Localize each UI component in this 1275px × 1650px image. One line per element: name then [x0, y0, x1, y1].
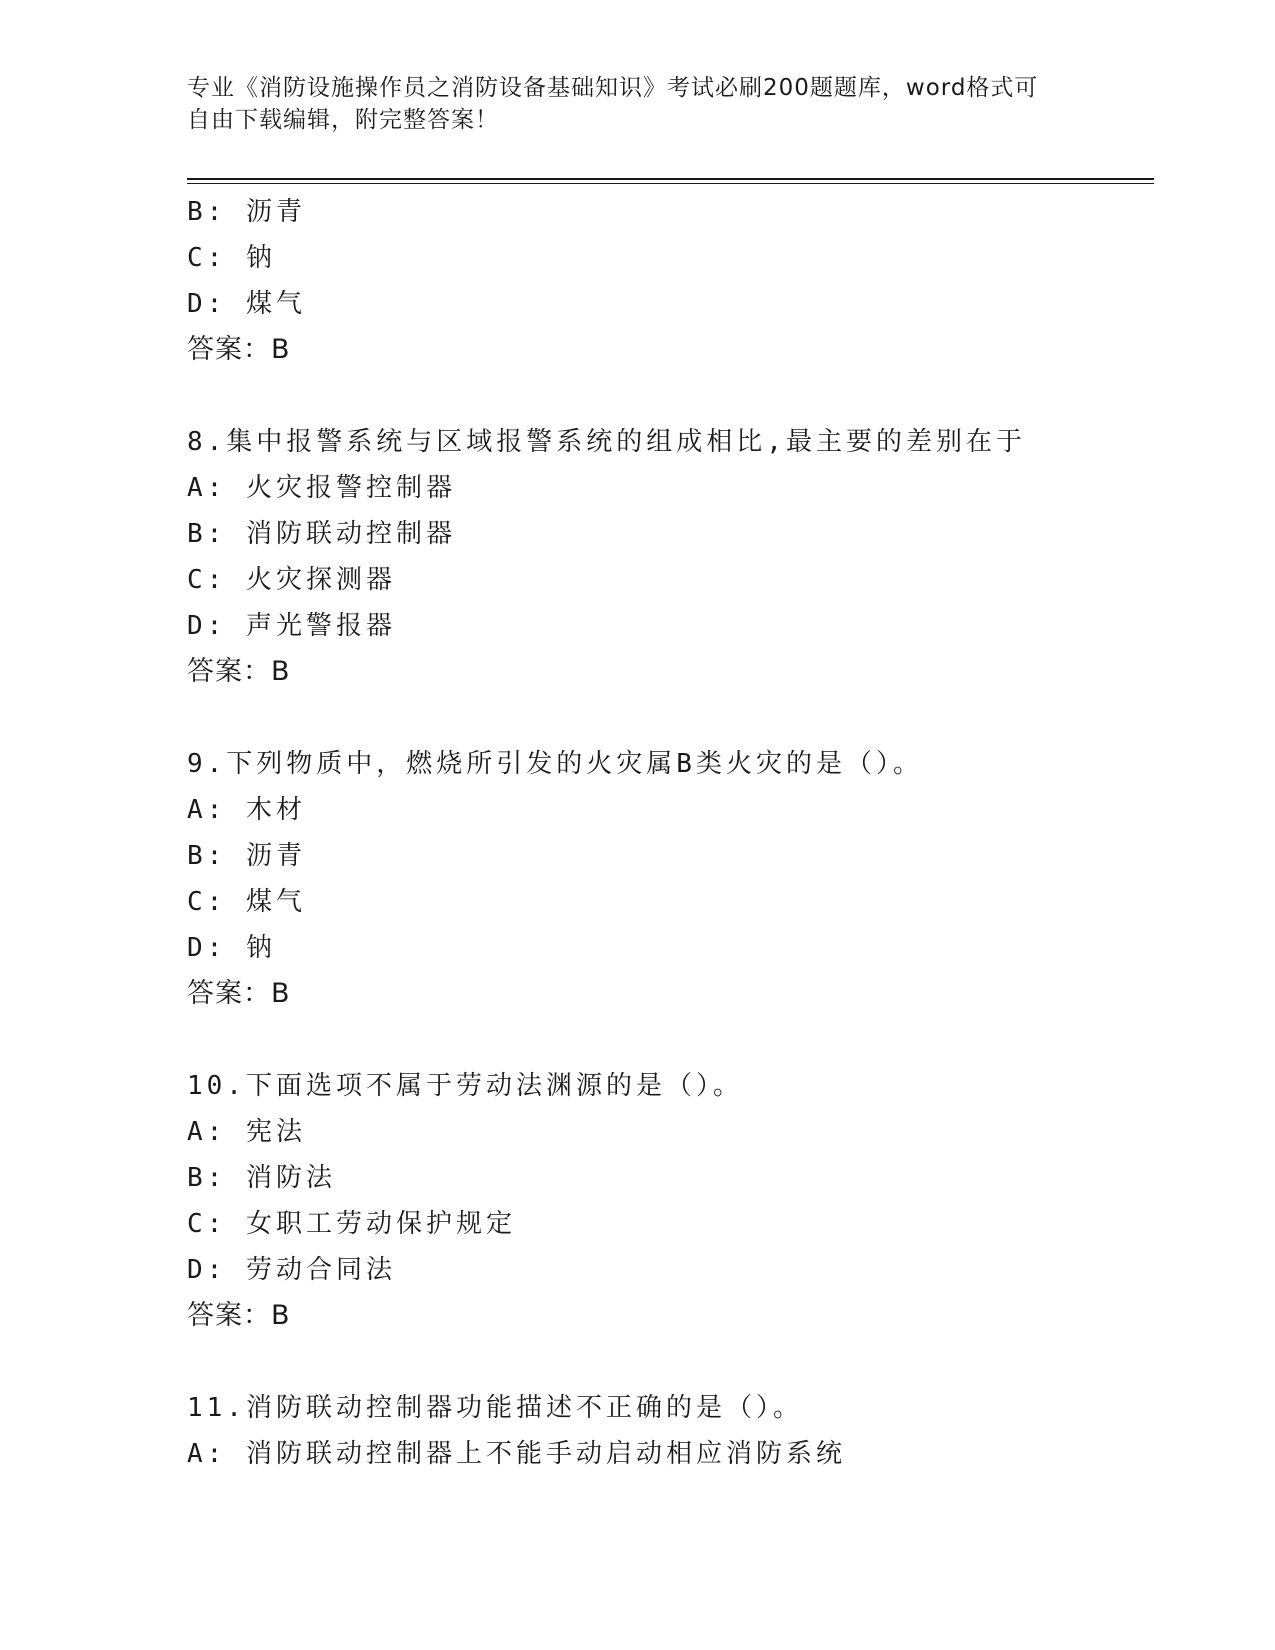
option-b: B: 消防联动控制器: [187, 519, 456, 549]
option-c: C: 火灾探测器: [187, 565, 396, 595]
question-11: [187, 1385, 1154, 1477]
header-rule-thick: [187, 178, 1154, 180]
header-rule-thin: [187, 183, 1154, 184]
answer: 答案：B: [187, 978, 291, 1009]
header-line-2: 自由下载编辑，附完整答案！: [187, 107, 499, 133]
question-text: 8.集中报警系统与区域报警系统的组成相比,最主要的差别在于: [187, 427, 1026, 457]
question-7: [187, 189, 1154, 373]
option-b: B: 沥青: [187, 197, 306, 227]
option-d: D: 声光警报器: [187, 611, 396, 641]
question-9: [187, 741, 1154, 1017]
option-c: C: 煤气: [187, 887, 306, 917]
option-d: D: 劳动合同法: [187, 1255, 396, 1285]
option-a: A: 宪法: [187, 1117, 306, 1147]
option-a: A: 消防联动控制器上不能手动启动相应消防系统: [187, 1439, 846, 1469]
answer: 答案：B: [187, 334, 291, 365]
answer: 答案：B: [187, 1300, 291, 1331]
question-list: [187, 189, 1154, 1477]
option-b: B: 消防法: [187, 1163, 336, 1193]
option-d: D: 煤气: [187, 289, 306, 319]
question-8: [187, 419, 1154, 695]
option-d: D: 钠: [187, 933, 276, 963]
document-header: [187, 72, 1087, 136]
option-c: C: 钠: [187, 243, 276, 273]
option-a: A: 火灾报警控制器: [187, 473, 456, 503]
option-b: B: 沥青: [187, 841, 306, 871]
question-10: [187, 1063, 1154, 1339]
question-text: 10.下面选项不属于劳动法渊源的是（）。: [187, 1071, 743, 1101]
option-c: C: 女职工劳动保护规定: [187, 1209, 516, 1239]
question-text: 9.下列物质中，燃烧所引发的火灾属B类火灾的是（）。: [187, 749, 923, 779]
question-text: 11.消防联动控制器功能描述不正确的是（）。: [187, 1393, 803, 1423]
option-a: A: 木材: [187, 795, 306, 825]
answer: 答案：B: [187, 656, 291, 687]
header-line-1: 专业《消防设施操作员之消防设备基础知识》考试必刷200题题库，word格式可: [187, 75, 1039, 101]
